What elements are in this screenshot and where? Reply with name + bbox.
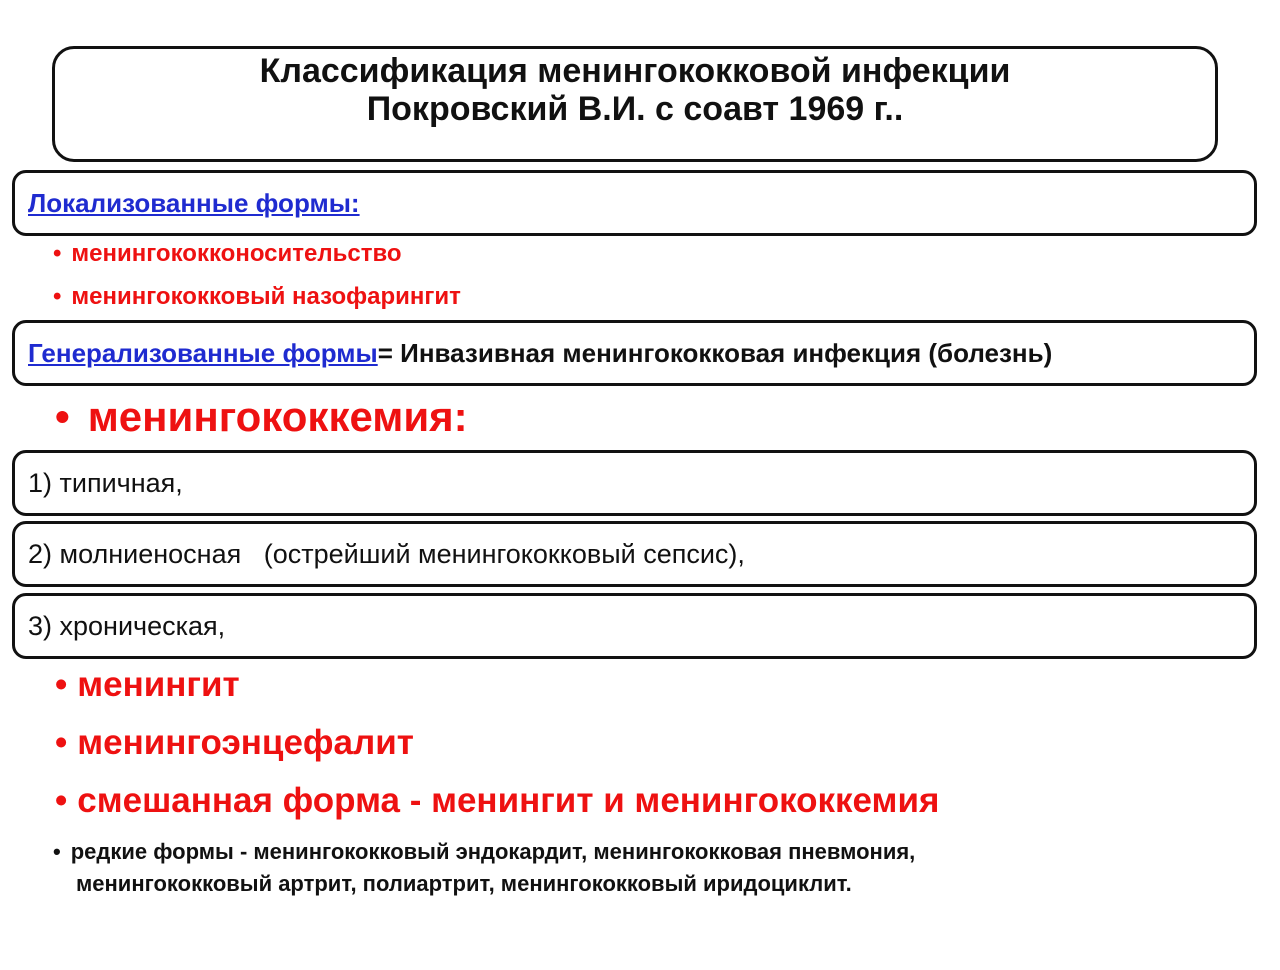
localized-forms-header bbox=[12, 170, 1257, 236]
bullet-icon: • bbox=[55, 723, 68, 762]
bullet-icon: • bbox=[55, 781, 68, 820]
generalized-forms-definition: = Инвазивная менингококковая инфекция (болезнь) bbox=[377, 338, 1053, 368]
list-item-label: менингококковый назофарингит bbox=[71, 283, 461, 310]
list-item-meningoencephalitis bbox=[55, 722, 414, 764]
generalized-forms-header bbox=[12, 320, 1257, 386]
variant-box-typical bbox=[12, 450, 1257, 516]
list-item-rare-forms bbox=[53, 836, 915, 900]
localized-forms-link[interactable]: Локализованные формы: bbox=[28, 188, 360, 218]
list-item-localized-1 bbox=[53, 239, 402, 269]
list-item-label: менингококконосительство bbox=[71, 240, 402, 267]
list-item-label: смешанная форма - менингит и менингококкемия bbox=[77, 781, 940, 820]
bullet-icon: • bbox=[53, 283, 62, 310]
bullet-icon: • bbox=[55, 393, 70, 440]
list-item-label: менингоэнцефалит bbox=[77, 723, 414, 762]
variant-label: 1) типичная, bbox=[28, 468, 183, 498]
bullet-icon: • bbox=[55, 665, 68, 704]
bullet-icon: • bbox=[53, 240, 62, 267]
rare-forms-line2: менингококковый артрит, полиартрит, менингококковый иридоциклит. bbox=[76, 871, 852, 896]
title-box bbox=[52, 46, 1218, 162]
variant-label: 3) хроническая, bbox=[28, 611, 226, 641]
rare-forms-line1: редкие формы - менингококковый эндокардит, менингококковая пневмония, bbox=[70, 839, 916, 864]
list-item-label: менингит bbox=[77, 665, 240, 704]
variant-box-chronic bbox=[12, 593, 1257, 659]
list-item-localized-2 bbox=[53, 282, 461, 312]
meningococcemia-heading bbox=[55, 392, 468, 442]
list-item-meningitis bbox=[55, 664, 240, 706]
variant-label: 2) молниеносная (острейший менингококковый сепсис), bbox=[28, 539, 745, 569]
bullet-icon: • bbox=[53, 839, 61, 864]
generalized-forms-link[interactable]: Генерализованные формы bbox=[28, 338, 378, 368]
list-item-mixed-form bbox=[55, 780, 939, 822]
page-subtitle: Покровский В.И. с соавт 1969 г.. bbox=[366, 90, 904, 128]
page-title: Классификация менингококковой инфекции bbox=[259, 52, 1011, 90]
meningococcemia-label: менингококкемия: bbox=[87, 393, 468, 440]
variant-box-fulminant bbox=[12, 521, 1257, 587]
